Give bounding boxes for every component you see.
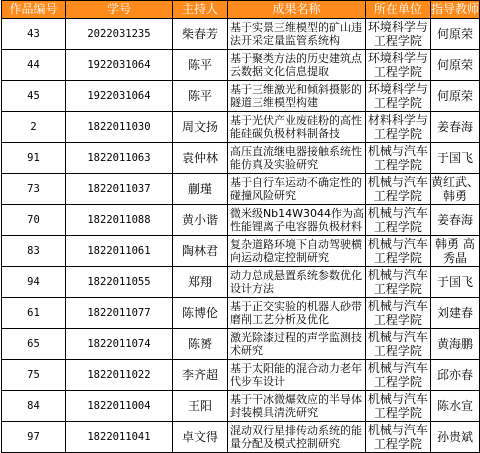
cell-id: 2 (2, 112, 66, 143)
cell-title: 混动双行星排传动系统的能量分配及模式控制研究 (227, 422, 365, 453)
table-row (2, 236, 480, 267)
cell-id: 97 (2, 422, 66, 453)
cell-student-id: 1922031064 (65, 50, 172, 81)
cell-unit: 环境科学与工程学院 (365, 81, 430, 112)
cell-host: 周文扬 (172, 112, 227, 143)
header-advisor: 指导教师 (430, 1, 479, 19)
cell-id: 83 (2, 236, 66, 267)
cell-unit: 材料科学与工程学院 (365, 112, 430, 143)
table-row (2, 81, 480, 112)
cell-advisor: 刘建春 (430, 298, 479, 329)
cell-host: 陈博伦 (172, 298, 227, 329)
cell-id: 73 (2, 174, 66, 205)
cell-title: 基于太阳能的混合动力老年代步车设计 (227, 360, 365, 391)
cell-student-id: 1822011077 (65, 298, 172, 329)
cell-advisor: 黄红武、韩勇 (430, 175, 479, 203)
cell-unit: 机械与汽车工程学院 (365, 267, 430, 298)
cell-unit: 机械与汽车工程学院 (365, 360, 430, 391)
cell-unit: 机械与汽车工程学院 (365, 205, 430, 236)
cell-host: 卓文得 (172, 422, 227, 453)
cell-advisor: 邱亦春 (430, 360, 479, 391)
table-row (2, 329, 480, 360)
table-row (2, 391, 480, 422)
cell-id: 94 (2, 267, 66, 298)
cell-advisor: 于国飞 (430, 267, 479, 298)
cell-advisor: 何原荣 (430, 19, 479, 50)
cell-advisor: 姜春海 (430, 112, 479, 143)
table-row (2, 50, 480, 81)
table-row (2, 267, 480, 298)
cell-title: 微米级Nb14W3044作为高性能锂离子电容器负极材料 (227, 205, 365, 236)
table-row (2, 422, 480, 453)
cell-title: 基于三维激光和倾斜摄影的隧道三维模型构建 (227, 81, 365, 112)
cell-unit: 机械与汽车工程学院 (365, 236, 430, 267)
cell-id: 70 (2, 205, 66, 236)
cell-id: 65 (2, 329, 66, 360)
cell-title: 基于干冰微爆效应的半导体封装模具清洗研究 (227, 391, 365, 422)
table-row (2, 298, 480, 329)
header-unit: 所在单位 (365, 1, 430, 19)
header-student-id: 学号 (65, 1, 172, 19)
results-table (1, 0, 480, 453)
cell-title: 复杂道路环境下自动驾驶横向运动稳定控制研究 (227, 236, 365, 267)
cell-advisor: 陈水宣 (430, 391, 479, 422)
table-body (2, 19, 480, 453)
header-title: 成果名称 (227, 1, 365, 19)
cell-host: 王阳 (172, 391, 227, 422)
cell-host: 陈赟 (172, 329, 227, 360)
cell-host: 袁仲林 (172, 143, 227, 174)
cell-title: 基于自行车运动不确定性的碰撞风险研究 (227, 174, 365, 205)
cell-host: 陈平 (172, 50, 227, 81)
cell-host: 柴春芳 (172, 19, 227, 50)
cell-host: 蒯瑾 (172, 174, 227, 205)
cell-unit: 机械与汽车工程学院 (365, 329, 430, 360)
cell-student-id: 1822011022 (65, 360, 172, 391)
cell-student-id: 1822011061 (65, 236, 172, 267)
cell-title: 高压直流继电器接触系统性能仿真及实验研究 (227, 143, 365, 174)
cell-id: 84 (2, 391, 66, 422)
cell-student-id: 1822011088 (65, 205, 172, 236)
cell-unit: 机械与汽车工程学院 (365, 391, 430, 422)
cell-advisor: 黄海鹏 (430, 329, 479, 360)
table-row (2, 112, 480, 143)
cell-id: 61 (2, 298, 66, 329)
cell-title: 动力总成悬置系统参数优化设计方法 (227, 267, 365, 298)
table-row (2, 360, 480, 391)
cell-student-id: 1822011037 (65, 174, 172, 205)
cell-id: 91 (2, 143, 66, 174)
header-row (2, 1, 480, 19)
header-host: 主持人 (172, 1, 227, 19)
cell-title: 基于实景三维模型的矿山违法开采定量监管系统构 (227, 19, 365, 50)
cell-student-id: 1822011041 (65, 422, 172, 453)
cell-host: 郑翔 (172, 267, 227, 298)
cell-id: 43 (2, 19, 66, 50)
cell-host: 陶林君 (172, 236, 227, 267)
cell-student-id: 2022031235 (65, 19, 172, 50)
cell-host: 李齐超 (172, 360, 227, 391)
cell-id: 45 (2, 81, 66, 112)
cell-advisor: 何原荣 (430, 50, 479, 81)
cell-unit: 机械与汽车工程学院 (365, 422, 430, 453)
cell-advisor: 孙贵斌 (430, 422, 479, 453)
cell-student-id: 1822011074 (65, 329, 172, 360)
cell-student-id: 1822011004 (65, 391, 172, 422)
cell-student-id: 1822011030 (65, 112, 172, 143)
cell-student-id: 1822011055 (65, 267, 172, 298)
results-table-container (1, 0, 480, 453)
cell-title: 基于光伏产业废硅粉的高性能硅碳负极材料制备技 (227, 112, 365, 143)
cell-advisor: 姜春海 (430, 205, 479, 236)
cell-host: 黄小谐 (172, 205, 227, 236)
cell-host: 陈平 (172, 81, 227, 112)
table-row (2, 205, 480, 236)
header-id: 作品编号 (2, 1, 66, 19)
cell-unit: 环境科学与工程学院 (365, 19, 430, 50)
cell-student-id: 1822011063 (65, 143, 172, 174)
table-row (2, 174, 480, 205)
cell-advisor: 何原荣 (430, 81, 479, 112)
cell-unit: 机械与汽车工程学院 (365, 143, 430, 174)
cell-unit: 环境科学与工程学院 (365, 50, 430, 81)
cell-id: 44 (2, 50, 66, 81)
cell-unit: 机械与汽车工程学院 (365, 298, 430, 329)
table-row (2, 143, 480, 174)
table-row (2, 19, 480, 50)
cell-title: 基于正交实验的机器人砂带磨削工艺分析及优化 (227, 298, 365, 329)
cell-advisor: 韩勇 高秀晶 (430, 236, 479, 267)
cell-unit: 机械与汽车工程学院 (365, 174, 430, 205)
cell-student-id: 1922031064 (65, 81, 172, 112)
cell-id: 75 (2, 360, 66, 391)
cell-advisor: 于国飞 (430, 143, 479, 174)
cell-title: 基于聚类方法的历史建筑点云数据文化信息提取 (227, 50, 365, 81)
cell-title: 激光除漆过程的声学监测技术研究 (227, 329, 365, 360)
